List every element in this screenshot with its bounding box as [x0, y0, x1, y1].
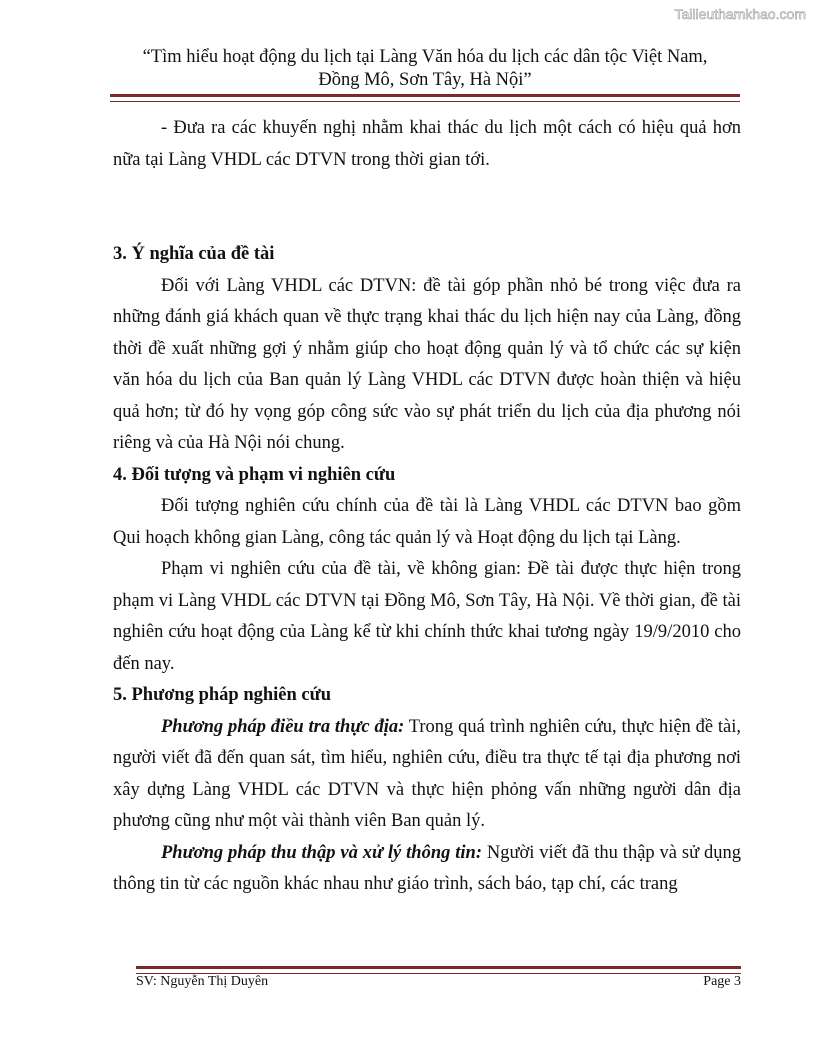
paragraph-section-4b: Phạm vi nghiên cứu của đề tài, về không gian: Đề tài được thực hiện trong phạm vi Làng VHDL các DTVN tại Đồng Mô, Sơn Tây, Hà Nội. Về thời gian, đề tài nghiên cứu hoạt động của Làng kể từ khi chính thức khai tương ngày 19/9/2010 cho đến nay. — [113, 559, 741, 674]
header-divider — [110, 94, 740, 102]
document-footer — [136, 974, 741, 990]
method-label-data-collection: Phương pháp thu thập và xử lý thông tin: — [161, 842, 482, 863]
header-title-line-1: “Tìm hiểu hoạt động du lịch tại Làng Văn hóa du lịch các dân tộc Việt Nam, — [142, 47, 708, 67]
document-header — [110, 46, 740, 92]
method-text-field-survey: Trong quá trình nghiên cứu, thực hiện đề tài, người viết đã đến quan sát, tìm hiểu, nghiên cứu, điều tra thực tế tại địa phương nơi xây dựng Làng VHDL các DTVN và thực hiện phỏng vấn những người dân địa phương cũng như một vài thành viên Ban quản lý. — [113, 716, 741, 831]
section-heading-4: 4. Đối tượng và phạm vi nghiên cứu — [113, 464, 396, 485]
footer-divider — [136, 966, 741, 974]
header-title-line-2: Đồng Mô, Sơn Tây, Hà Nội” — [318, 70, 532, 90]
section-heading-5: 5. Phương pháp nghiên cứu — [113, 685, 332, 705]
method-label-field-survey: Phương pháp điều tra thực địa: — [161, 716, 405, 737]
paragraph-section-5a — [113, 712, 741, 838]
method-text-data-collection: Người viết đã thu thập và sử dụng thông tin từ các nguồn khác nhau như giáo trình, sách báo, tạp chí, các trang — [113, 842, 741, 894]
watermark-text: Tailieuthamkhao.com — [674, 6, 806, 22]
footer-page-number: Page 3 — [703, 974, 741, 989]
paragraph-section-5b — [113, 838, 741, 901]
document-body — [113, 113, 741, 901]
footer-student-name: SV: Nguyễn Thị Duyên — [136, 974, 269, 989]
paragraph-section-3: Đối với Làng VHDL các DTVN: đề tài góp phần nhỏ bé trong việc đưa ra những đánh giá khách quan về thực trạng khai thác du lịch hiện nay của Làng, đồng thời đề xuất những gợi ý nhằm giúp cho hoạt động quản lý và tổ chức các sự kiện văn hóa du lịch của Ban quản lý Làng VHDL các DTVN được hoàn thiện và hiệu quả hơn; từ đó hy vọng góp công sức vào sự phát triển du lịch của địa phương nói riêng và của Hà Nội nói chung. — [113, 275, 741, 453]
section-heading-3: 3. Ý nghĩa của đề tài — [113, 244, 275, 264]
paragraph-intro: - Đưa ra các khuyến nghị nhằm khai thác du lịch một cách có hiệu quả hơn nữa tại Làng VHDL các DTVN trong thời gian tới. — [113, 118, 741, 170]
spacer — [113, 176, 741, 239]
paragraph-section-4a: Đối tượng nghiên cứu chính của đề tài là Làng VHDL các DTVN bao gồm Qui hoạch không gian Làng, công tác quản lý và Hoạt động du lịch tại Làng. — [113, 496, 741, 548]
